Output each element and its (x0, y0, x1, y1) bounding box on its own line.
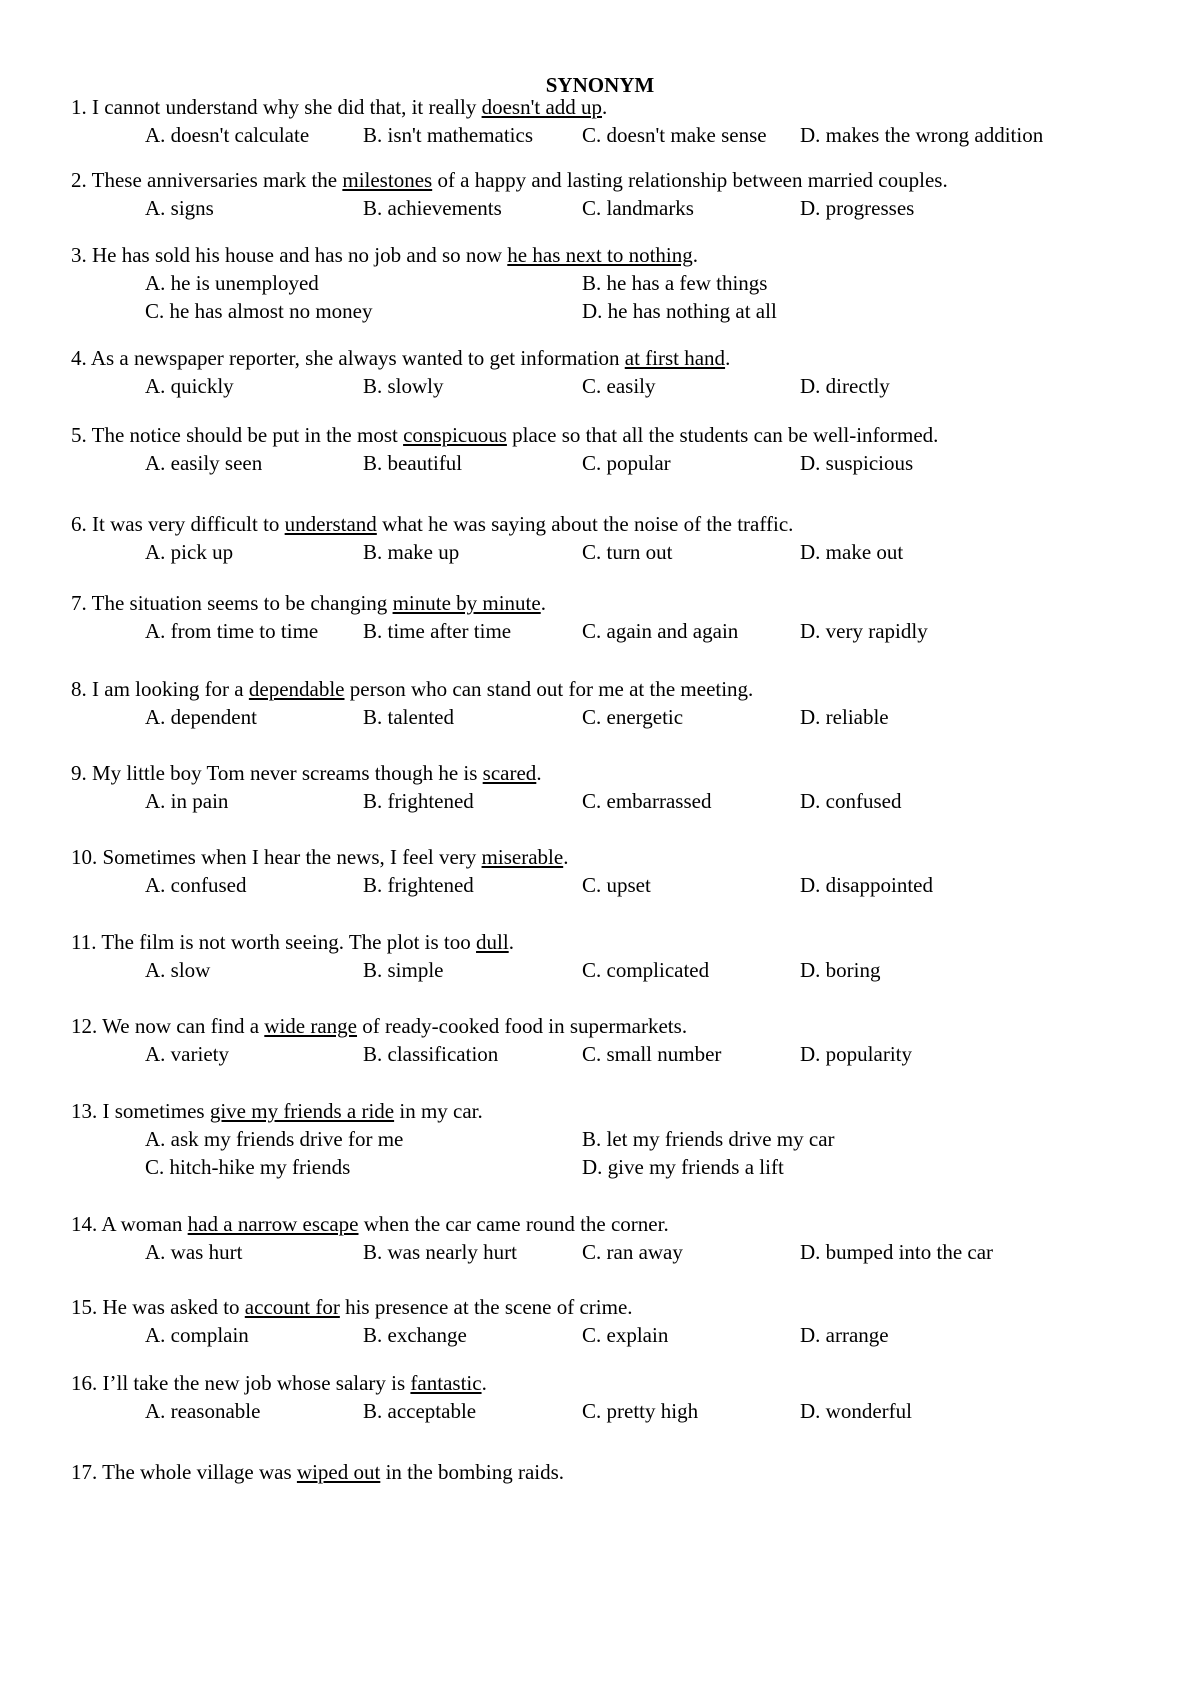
option-a[interactable]: A. doesn't calculate (145, 123, 310, 147)
option-a[interactable]: A. quickly (145, 374, 234, 398)
option-d[interactable]: D. makes the wrong addition (800, 123, 1044, 147)
stem-text-end: . (725, 346, 731, 370)
question-number: 2. (71, 168, 87, 192)
options-row (71, 1153, 1181, 1181)
question-11 (71, 929, 1181, 984)
question-number: 10. (71, 845, 98, 869)
option-b[interactable]: B. he has a few things (582, 271, 768, 295)
question-stem (71, 167, 1181, 194)
stem-text: I sometimes (102, 1099, 205, 1123)
stem-text: My little boy Tom never screams though he is (92, 761, 478, 785)
underlined-phrase: understand (284, 512, 377, 536)
option-c[interactable]: C. he has almost no money (145, 299, 373, 323)
underlined-phrase: fantastic (410, 1371, 482, 1395)
underlined-phrase: dull (476, 930, 509, 954)
question-stem (71, 422, 1181, 449)
option-a[interactable]: A. signs (145, 196, 214, 220)
question-number: 12. (71, 1014, 98, 1038)
options-row (71, 297, 1181, 325)
question-number: 11. (71, 930, 97, 954)
stem-text: The situation seems to be changing (91, 591, 388, 615)
option-b[interactable]: B. slowly (363, 374, 444, 398)
option-d[interactable]: D. directly (800, 374, 890, 398)
stem-text-end: . (481, 1371, 487, 1395)
options-row (71, 1238, 1181, 1266)
underlined-phrase: account for (244, 1295, 340, 1319)
question-number: 1. (71, 95, 87, 119)
stem-text-end: in the bombing raids. (385, 1460, 565, 1484)
option-c[interactable]: C. complicated (582, 958, 710, 982)
option-a[interactable]: A. from time to time (145, 619, 319, 643)
stem-text-end: person who can stand out for me at the meeting. (349, 677, 754, 701)
underlined-phrase: conspicuous (403, 423, 507, 447)
underlined-phrase: wide range (264, 1014, 358, 1038)
option-a[interactable]: A. he is unemployed (145, 271, 319, 295)
option-c[interactable]: C. energetic (582, 705, 684, 729)
option-d[interactable]: D. popularity (800, 1042, 912, 1066)
question-2 (71, 167, 1181, 222)
option-b[interactable]: B. time after time (363, 619, 512, 643)
question-number: 17. (71, 1460, 98, 1484)
question-number: 9. (71, 761, 87, 785)
question-number: 8. (71, 677, 87, 701)
stem-text-end: . (540, 591, 546, 615)
option-c[interactable]: C. explain (582, 1323, 669, 1347)
options-row (71, 956, 1181, 984)
option-c[interactable]: C. small number (582, 1042, 722, 1066)
option-c[interactable]: C. turn out (582, 540, 673, 564)
option-a[interactable]: A. was hurt (145, 1240, 243, 1264)
question-5 (71, 422, 1181, 477)
option-d[interactable]: D. confused (800, 789, 902, 813)
option-b[interactable]: B. frightened (363, 789, 474, 813)
option-a[interactable]: A. complain (145, 1323, 249, 1347)
stem-text-end: place so that all the students can be well-informed. (512, 423, 939, 447)
question-8 (71, 676, 1181, 731)
stem-text: He has sold his house and has no job and so now (92, 243, 503, 267)
question-13 (71, 1098, 1181, 1181)
stem-text: I’ll take the new job whose salary is (102, 1371, 406, 1395)
question-stem (71, 760, 1181, 787)
option-d[interactable]: D. suspicious (800, 451, 914, 475)
option-a[interactable]: A. reasonable (145, 1399, 261, 1423)
stem-text-end: of ready-cooked food in supermarkets. (362, 1014, 688, 1038)
option-d[interactable]: D. make out (800, 540, 904, 564)
question-stem (71, 676, 1181, 703)
options-row (71, 1125, 1181, 1153)
question-stem (71, 1370, 1181, 1397)
stem-text: We now can find a (102, 1014, 260, 1038)
option-d[interactable]: D. wonderful (800, 1399, 912, 1423)
question-15 (71, 1294, 1181, 1349)
option-b[interactable]: B. isn't mathematics (363, 123, 534, 147)
stem-text: As a newspaper reporter, she always wanted to get information (90, 346, 620, 370)
stem-text: The notice should be put in the most (91, 423, 398, 447)
question-7 (71, 590, 1181, 645)
option-d[interactable]: D. bumped into the car (800, 1240, 994, 1264)
option-d[interactable]: D. he has nothing at all (582, 299, 777, 323)
option-b[interactable]: B. beautiful (363, 451, 463, 475)
option-b[interactable]: B. let my friends drive my car (582, 1127, 835, 1151)
option-b[interactable]: B. make up (363, 540, 460, 564)
question-stem (71, 844, 1181, 871)
option-b[interactable]: B. frightened (363, 873, 474, 897)
option-b[interactable]: B. talented (363, 705, 454, 729)
option-b[interactable]: B. was nearly hurt (363, 1240, 517, 1264)
stem-text: I cannot understand why she did that, it really (92, 95, 477, 119)
option-c[interactable]: C. again and again (582, 619, 739, 643)
options-row (71, 1040, 1181, 1068)
option-d[interactable]: D. progresses (800, 196, 915, 220)
option-a[interactable]: A. in pain (145, 789, 229, 813)
stem-text-end: of a happy and lasting relationship between married couples. (437, 168, 948, 192)
stem-text: Sometimes when I hear the news, I feel very (102, 845, 477, 869)
question-stem (71, 1294, 1181, 1321)
option-a[interactable]: A. confused (145, 873, 247, 897)
option-a[interactable]: A. variety (145, 1042, 229, 1066)
options-row (71, 194, 1181, 222)
option-b[interactable]: B. acceptable (363, 1399, 477, 1423)
question-stem (71, 1098, 1181, 1125)
options-row (71, 372, 1181, 400)
option-c[interactable]: C. pretty high (582, 1399, 699, 1423)
underlined-phrase: wiped out (296, 1460, 381, 1484)
stem-text-end: what he was saying about the noise of the traffic. (382, 512, 794, 536)
option-d[interactable]: D. very rapidly (800, 619, 928, 643)
question-number: 15. (71, 1295, 98, 1319)
option-c[interactable]: C. hitch-hike my friends (145, 1155, 351, 1179)
question-number: 3. (71, 243, 87, 267)
option-c[interactable]: C. easily (582, 374, 656, 398)
stem-text: He was asked to (102, 1295, 240, 1319)
option-b[interactable]: B. simple (363, 958, 444, 982)
option-c[interactable]: C. upset (582, 873, 651, 897)
options-row (71, 787, 1181, 815)
option-d[interactable]: D. disappointed (800, 873, 933, 897)
question-stem (71, 1459, 1181, 1486)
options-row (71, 1397, 1181, 1425)
question-9 (71, 760, 1181, 815)
stem-text-end: . (508, 930, 514, 954)
options-row (71, 703, 1181, 731)
question-stem (71, 94, 1181, 121)
stem-text: These anniversaries mark the (91, 168, 338, 192)
question-stem (71, 242, 1181, 269)
question-stem (71, 1013, 1181, 1040)
option-c[interactable]: C. embarrassed (582, 789, 712, 813)
option-a[interactable]: A. ask my friends drive for me (145, 1127, 404, 1151)
stem-text: The whole village was (102, 1460, 292, 1484)
stem-text-end: . (563, 845, 569, 869)
question-number: 13. (71, 1099, 98, 1123)
option-c[interactable]: C. doesn't make sense (582, 123, 767, 147)
question-stem (71, 590, 1181, 617)
question-10 (71, 844, 1181, 899)
option-a[interactable]: A. easily seen (145, 451, 263, 475)
option-d[interactable]: D. give my friends a lift (582, 1155, 784, 1179)
stem-text: It was very difficult to (92, 512, 280, 536)
underlined-phrase: dependable (248, 677, 345, 701)
option-b[interactable]: B. exchange (363, 1323, 467, 1347)
question-16 (71, 1370, 1181, 1425)
options-row (71, 269, 1181, 297)
option-c[interactable]: C. popular (582, 451, 671, 475)
stem-text-end: . (692, 243, 699, 267)
options-row (71, 871, 1181, 899)
options-row (71, 121, 1181, 149)
question-number: 16. (71, 1371, 98, 1395)
underlined-phrase: milestones (342, 168, 433, 192)
option-c[interactable]: C. landmarks (582, 196, 694, 220)
options-row (71, 538, 1181, 566)
options-row (71, 1321, 1181, 1349)
question-stem (71, 511, 1181, 538)
option-b[interactable]: B. achievements (363, 196, 502, 220)
stem-text-end: when the car came round the corner. (363, 1212, 669, 1236)
underlined-phrase: he has next to nothing (507, 243, 693, 267)
question-4 (71, 345, 1181, 400)
underlined-phrase: at first hand (624, 346, 726, 370)
question-14 (71, 1211, 1181, 1266)
option-a[interactable]: A. slow (145, 958, 211, 982)
question-stem (71, 1211, 1181, 1238)
page-title: SYNONYM (545, 73, 655, 97)
underlined-phrase: miserable (481, 845, 564, 869)
stem-text: I am looking for a (92, 677, 244, 701)
stem-text: A woman (101, 1212, 183, 1236)
stem-text-end: . (536, 761, 542, 785)
question-3 (71, 242, 1181, 325)
stem-text-end: in my car. (399, 1099, 483, 1123)
question-number: 6. (71, 512, 87, 536)
question-6 (71, 511, 1181, 566)
question-1 (71, 94, 1181, 149)
option-c[interactable]: C. ran away (582, 1240, 683, 1264)
option-a[interactable]: A. pick up (145, 540, 234, 564)
underlined-phrase: scared (482, 761, 537, 785)
question-number: 7. (71, 591, 87, 615)
question-stem (71, 345, 1181, 372)
options-row (71, 617, 1181, 645)
question-17 (71, 1459, 1181, 1486)
options-row (71, 449, 1181, 477)
option-d[interactable]: D. arrange (800, 1323, 889, 1347)
question-stem (71, 929, 1181, 956)
underlined-phrase: minute by minute (392, 591, 541, 615)
option-a[interactable]: A. dependent (145, 705, 257, 729)
option-d[interactable]: D. reliable (800, 705, 889, 729)
question-number: 5. (71, 423, 87, 447)
question-number: 14. (71, 1212, 98, 1236)
question-number: 4. (71, 346, 87, 370)
underlined-phrase: doesn't add up (481, 95, 603, 119)
stem-text-end: his presence at the scene of crime. (345, 1295, 633, 1319)
underlined-phrase: had a narrow escape (187, 1212, 359, 1236)
question-12 (71, 1013, 1181, 1068)
option-b[interactable]: B. classification (363, 1042, 499, 1066)
underlined-phrase: give my friends a ride (209, 1099, 395, 1123)
option-d[interactable]: D. boring (800, 958, 881, 982)
stem-text: The film is not worth seeing. The plot is too (101, 930, 471, 954)
stem-text-end: . (602, 95, 608, 119)
